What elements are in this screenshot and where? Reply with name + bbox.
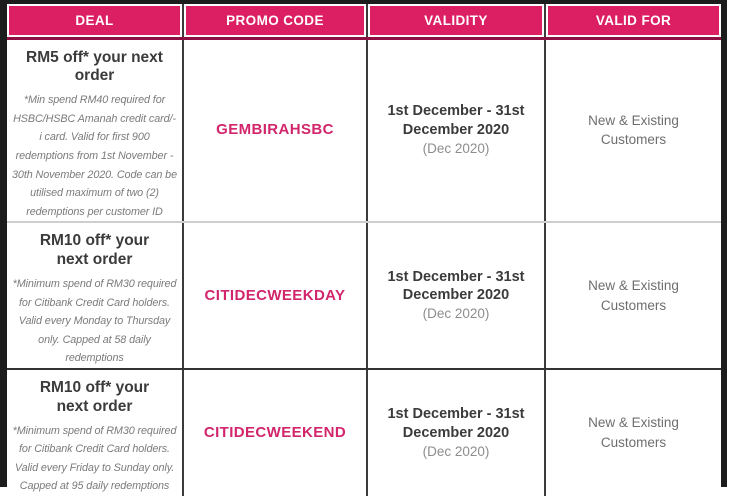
deal-cell: [7, 222, 183, 369]
promo-code-cell: [183, 38, 367, 222]
validity-range: 1st December - 31st December 2020: [387, 405, 525, 441]
promo-code-table: [7, 4, 721, 496]
column-header-valid-for: VALID FOR: [545, 4, 721, 38]
valid-for-text: New & Existing Customers: [588, 278, 679, 313]
column-header-validity: VALIDITY: [367, 4, 545, 38]
table-header-row: [7, 4, 721, 38]
deal-title: RM5 off* your next order: [26, 48, 163, 85]
validity-note: (Dec 2020): [422, 141, 490, 157]
valid-for-cell: [545, 369, 721, 496]
valid-for-text: New & Existing Customers: [588, 415, 679, 450]
table-row: [7, 38, 721, 222]
table-row: [7, 222, 721, 369]
promo-code-cell: [183, 369, 367, 496]
deal-cell: [7, 38, 183, 222]
valid-for-cell: [545, 38, 721, 222]
deal-terms: *Minimum spend of RM30 required for Citibank Credit Card holders. Valid every Friday to Sunday only. Capped at 95 daily redemptions: [12, 424, 177, 493]
deal-cell: [7, 369, 183, 496]
validity-range: 1st December - 31st December 2020: [387, 268, 525, 304]
validity-note: (Dec 2020): [422, 306, 490, 322]
deal-terms: *Min spend RM40 required for HSBC/HSBC Amanah credit card/-i card. Valid for first 900 redemptions from 1st November - 30th November 2020. Code can be utilised maximum of two (2) redemptions per customer ID: [12, 94, 177, 218]
valid-for-cell: [545, 222, 721, 369]
deal-terms: *Minimum spend of RM30 required for Citibank Credit Card holders. Valid every Monday to Thursday only. Capped at 58 daily redemptions: [12, 278, 177, 365]
deal-title: RM10 off* your next order: [39, 378, 150, 415]
table-row: [7, 369, 721, 496]
column-header-promo-code: PROMO CODE: [183, 4, 367, 38]
validity-note: (Dec 2020): [422, 443, 490, 459]
validity-cell: [367, 38, 545, 222]
promo-code: CITIDECWEEKDAY: [204, 286, 346, 304]
promo-code-cell: [183, 222, 367, 369]
validity-cell: [367, 369, 545, 496]
validity-range: 1st December - 31st December 2020: [387, 103, 525, 139]
promo-code: CITIDECWEEKEND: [203, 423, 347, 441]
valid-for-text: New & Existing Customers: [588, 112, 679, 148]
promo-code: GEMBIRAHSBC: [216, 121, 334, 139]
deal-title: RM10 off* your next order: [39, 232, 150, 269]
validity-cell: [367, 222, 545, 369]
column-header-deal: DEAL: [7, 4, 183, 38]
